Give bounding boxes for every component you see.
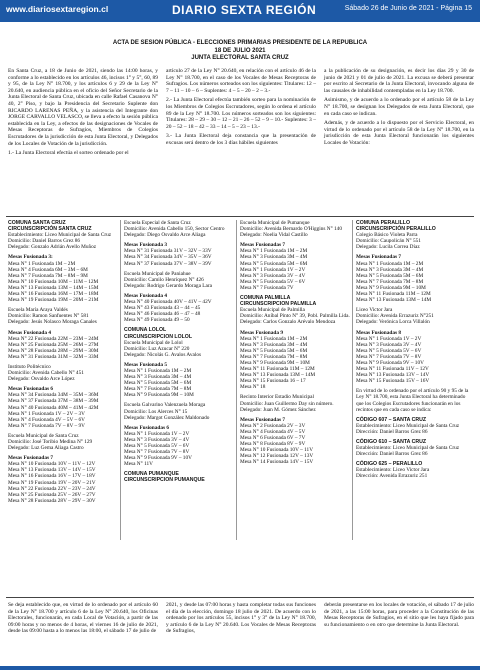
mesas-heading: Mesas Fusionada 9 [240,329,283,336]
local-detail: Escuela Municipal de Palmilla [240,307,305,314]
mesa-row: Mesa N° 3 Fusionada 3M – 4M [356,266,424,273]
mesa-row: Mesa N° 5 Fusionada 5V – 6V [240,278,306,285]
mesa-row: Mesa N° 10 Fusionada 10M – 11M – 12M [8,278,99,285]
mesa-row: Mesa N° 46 Fusionada 46 – 47 – 48 [124,311,201,318]
local-detail: Delegado: Nicolás G. Avalos Avalos [124,351,202,358]
column-divider [236,220,237,540]
intro-paragraph: artículo 27 de la Ley N° 20.640, en relación con el artículo 46 de la Ley N° 18.700, en el caso de los Vocales de Mesas Receptoras de Sufragios. Los números sorteados son los siguientes: Titulares: 12 – 7 – 11 – 10 – 6 – Suplentes: 4 – 5 – 20 – 2 – 3.- [166,68,316,94]
section-divider [6,216,474,217]
comuna-heading: CIRCUNSCRIPCION PUMANQUE [124,477,205,484]
local-detail: Domicilio: Caupolicán N° 551 [356,238,421,245]
local-detail: Liceo Victor Jara [356,307,393,314]
mesa-row: Mesa N° 28 Fusionada 28M – 29M – 30M [8,347,99,354]
mesa-row: Mesa N° 7 Fusionada 7M – 8M – 9M [8,272,88,279]
local-detail: Domicilio: Avenida Cabello N° 451 [8,370,84,377]
mesa-row: Mesa N° 2 Fusionada 2V – 3V [240,422,306,429]
comuna-heading: COMUNA PUMANQUE [124,471,179,478]
mesas-heading: Mesas Fusionada 4 [124,292,167,299]
mesa-row: Mesa N° 31 Fusionada 31V – 32V – 33V [124,248,212,255]
mesa-row: Mesa N° 10 Fusionada 10V – 11V – 12V [8,461,96,468]
local-detail: Delegado: Noelia Vidal Castillo [240,232,308,239]
mesa-row: Mesa N° 9 Fusionada 9M – 10M [356,284,426,291]
mesa-row: Mesa N° 3 Fusionada 3V – 4V [356,341,422,348]
comuna-heading: CIRCUNSCRIPCIÓN PERALILLO [356,226,436,233]
mesa-row: Mesa N° 3 Fusionada 3V – 4V [240,272,306,279]
locales-column-2 [124,220,234,484]
comuna-heading: CÓDIGO 625 – PERALILLO [356,461,423,468]
mesa-row: Mesa N° 7 Fusionada 7M – 8M [356,278,424,285]
mesa-row: Mesa N° 7 Fusionada 7M – 8M [240,353,308,360]
comuna-heading: CÓDIGO 610 – SANTA CRUZ [356,439,427,445]
mesa-row: Mesa N° 34 Fusionada 34M – 35M – 36M [8,392,99,399]
mesa-row: Mesa N° 12 Fusionada 12V – 13V [240,453,314,460]
mesa-row: Mesa N° 1 Fusionada 1M – 2M [240,248,308,255]
acta-date-line: 18 DE JULIO 2021 [214,47,266,54]
mesa-row: Mesa N° 13 Fusionada 13V – 14V – 15V [8,467,96,474]
mesa-row: Mesa N° 28 Fusionada 28V – 29V – 30V [8,497,96,504]
mesas-heading: Mesas Fusionadas 7 [356,254,402,261]
footer-column-1 [8,602,158,635]
mesa-row: Mesa N° 13 Fusionada 13V – 14V [356,372,430,379]
mesa-row: Mesa N° 37 Fusionada 37M – 38M – 39M [8,398,99,405]
mesa-row: Mesa N° 11V [124,461,153,468]
mesa-row: Mesa N° 43 Fusionada 43 – 44 – 45 [124,305,201,312]
comuna-heading: COMUNA PALMILLA [240,295,291,302]
mesa-row: Mesa N° 3 Fusionada 3M – 4M [240,254,308,261]
mesa-row: Mesa N° 9 Fusionada 9V – 10V [124,455,192,462]
mesa-row: Mesa N° 1 Fusionada 1V – 2V [356,335,422,342]
comuna-heading: CIRCUNSCRIPCION PALMILLA [240,301,317,308]
local-detail: Instituto Politécnico [8,363,51,370]
mesa-row: Mesa N° 1 Fusionada 1M – 2M [356,260,424,267]
acta-heading [0,40,480,63]
footer-column-2 [166,602,316,635]
mesa-row: Mesa N° 10 Fusionada 10V – 11V [240,447,314,454]
mesa-row: Mesa N° 15 Fusionada 15V – 16V [356,378,430,385]
local-detail: Domicilio: Los Alerces N° 15 [124,408,188,415]
mesa-row: Mesa N° 49 Fusionada 49 – 50 [124,317,190,324]
local-detail: Dirección: Daniel Barros Grez 86 [356,428,428,435]
local-detail: Recinto Interior Estadio Municipal [240,394,314,401]
intro-paragraph: 1.- La Junta Electoral efectúa el sorteo ordenado por el [8,150,129,157]
mesas-heading: Mesas Fusionadas 7 [240,242,286,249]
mesas-heading: Mesas Fusionadas 7 [8,455,54,462]
mesa-row: Mesa N° 1 Fusionada 1M – 2M [8,260,76,267]
mesas-heading: Mesas Fusionada 5 [124,361,167,368]
local-detail: Escuela Municipal de Pumanque [240,220,310,226]
locales-column-3 [240,220,350,465]
intro-column-2 [166,68,316,147]
local-detail: Escuela Especial de Santa Cruz [124,220,191,226]
mesa-row: Mesa N° 9 Fusionada 9V – 10V [356,359,424,366]
site-url[interactable]: www.diariosextaregion.cl [6,4,109,14]
mesa-row: Mesa N° 40 Fusionada 40M – 41M – 42M [8,404,99,411]
local-detail: Delegado: Lucila Correa Díaz [356,244,420,251]
comuna-heading: COMUNA PERALILLO [356,220,410,226]
mesa-row: Mesa N° 16 Fusionada 16M – 17M – 18M [8,291,99,298]
footer-bar [0,666,480,670]
local-detail: Delegado: Osvaldo Arce López [8,376,75,383]
mesa-row: Mesa N° 4 Fusionada 4V – 5V – 6V [8,416,85,423]
comuna-heading: CIRCUNSCRIPCION LOLOL [124,333,193,340]
footer-paragraph: Se deja establecido que, en virtud de lo ordenado por el artículo 60 de la Ley N° 18.700 y artículo 6 de la Ley N° 20.640, los Oficinas Electorales, funcionarán, en cada Local de Votación, a partir de las 09:00 horas y no menos de 4 horas, el viernes 16 de julio de 2021, desde las 09:00 hasta a lo menos las 18:00, el sábado 17 de julio de [8,602,158,635]
local-detail: Colegio Básico Violeta Parra [356,232,418,239]
intro-column-1 [8,68,158,157]
locales-column-1 [8,220,118,504]
mesas-heading: Mesas Fusionadas 6 [8,386,54,393]
mesas-heading: Mesas Fusionadas 6 [124,424,170,431]
mesa-row: Mesa N° 37 Fusionada 37V – 38V – 39V [124,260,212,267]
mesa-row: Mesa N° 25 Fusionada 25M – 26M – 27M [8,341,99,348]
mesa-row: Mesa N° 4 Fusionada 4V – 5V [240,428,306,435]
mesa-row: Mesa N° 19 Fusionada 19M – 20M – 21M [8,297,99,304]
local-detail: Dirección: Avenida Errazuriz 251 [356,473,428,480]
mesa-row: Mesa N° 7 Fusionada 7V – 8V – 9V [8,422,85,429]
mesa-row: Mesa N° 34 Fusionada 34V – 35V – 36V [124,254,212,261]
mesa-row: Mesa N° 7 Fusionada 7M – 8M [124,386,192,393]
mesa-row: Mesa N° 18 [240,384,266,391]
mesa-row: Mesa N° 5 Fusionada 5M – 6M [124,380,192,387]
comuna-heading: CIRCUNSCRIPCIÓN SANTA CRUZ [8,226,92,233]
local-detail: Domicilio: Ramon Sanfuentes N° 581 [8,313,89,320]
mesa-row: Mesa N° 7 Fusionada 7V – 8V [356,353,422,360]
mesa-row: Mesa N° 15 Fusionada 16 – 17 [240,378,306,385]
local-detail: Domicilio: Daniel Barros Grez 86 [8,238,81,245]
footer-paragraph: deberán presentarse en los locales de votación, el sábado 17 de julio de 2021, a las 15:00 horas, para proceder a la Constitución de las Mesas Receptoras de Sufragios, en el sitio que les haya fijado para su funcionamiento o en otro que determine la Junta Electoral. [324,602,474,628]
locales-column-4 [356,220,472,480]
mesa-row: Mesa N° 13 Fusionada 13M – 14M – 15M [8,284,99,291]
local-detail: Escuela Galvarino Valenzuela Moraga [124,402,206,409]
local-detail: Escuela Municipal de Santa Cruz [8,432,79,439]
mesa-row: Mesa N° 40 Fusionada 40V – 41V – 42V [124,299,212,306]
local-detail: Delegado: Diego Osvaldo Arce Aliaga [124,232,206,239]
footer-paragraph: 2021, y desde las 07:00 horas y hasta completar todas sus funciones el día de la elección, domingo 18 julio de 2021. De acuerdo con lo ordenado por los artículos 55, incisos 1° y 3° de la Ley N° 18.700, y artículo 6 de la Ley N° 20.640. Los Vocales de Mesas Receptoras de Sufragios, [166,602,316,635]
mesa-row: Mesa N° 9 Fusionada 9M – 10M [240,359,310,366]
local-detail: Escuela María Araya Valdés [8,307,68,314]
mesa-row: Mesa N° 1 Fusionada 1V – 2V – 3V [8,410,85,417]
mesa-row: Mesa N° 3 Fusionada 3M – 4M [124,374,192,381]
mesa-row: Mesa N° 19 Fusionada 19V – 20V – 21V [8,479,96,486]
local-detail: En virtud de lo ordenado por el artículo 90 y 95 de la Ley N° 18.700, esta Junta Electoral ha determinado que los Colegios Escrutadores funcionarán en los recintos que en cada caso se indica: [356,388,469,413]
mesa-row: Mesa N° 5 Fusionada 5M – 6M [240,260,308,267]
mesa-row: Mesa N° 9 Fusionada 9M – 10M [124,392,194,399]
mesa-row: Mesa N° 8 Fusionada 8V – 9V [240,441,306,448]
local-detail: Establecimiento: Liceo Municipal de Santa Cruz [356,445,460,452]
local-detail: Domicilio: Avenida Cabello 150, Sector Centro [124,226,225,233]
local-detail: Domicilio: Luz Azucar N° 220 [124,345,190,352]
mesa-row: Mesa N° 5 Fusionada 5M – 6M [356,272,424,279]
comuna-heading: COMUNA SANTA CRUZ [8,220,66,226]
mesa-row: Mesa N° 25 Fusionada 25V – 26V – 27V [8,491,96,498]
local-detail: Dirección: Daniel Barros Grez 86 [356,451,428,458]
local-detail: Delegado: Margot González Maldonado [124,414,210,421]
local-detail: Delegado: Rodrigo Gerardo Moraga Lara [124,282,212,289]
intro-paragraph: 3.- La Junta Electoral deja constancia que la presentación de excusas será dentro de los 3 días hábiles siguientes [166,133,316,146]
local-detail: Delegado: Carlos Gonzalo Arévalo Mendoza [240,319,336,326]
local-detail: Delegado: Luz Gema Aliaga Castro [8,445,84,452]
mesa-row: Mesa N° 22 Fusionada 22V – 23V – 24V [8,485,96,492]
local-detail: Escuela Municipal de Lolol [124,339,183,346]
mesa-row: Mesa N° 7 Fusionada 7V [240,284,294,291]
mesas-heading: Mesas Fusionadas 8 [356,329,402,336]
comuna-heading: CÓDIGO 607 – SANTA CRUZ [356,416,427,423]
mesa-row: Mesa N° 22 Fusionada 22M – 23M – 24M [8,335,99,342]
local-detail: Domicilio: Avenida Errazuriz N°251 [356,313,434,320]
local-detail: Delegado: Gonzalo Adrián Avello Muñoz [8,244,97,251]
local-detail: Establecimiento: Liceo Municipal de Santa Cruz [8,232,112,239]
local-detail: Domicilio: Avenida Bernardo O'Higgins N° 140 [240,226,342,233]
mesa-row: Mesa N° 11 Fusionada 11M – 12M [356,291,431,298]
mesa-row: Mesa N° 4 Fusionada 6M – 3M – 6M [8,266,88,273]
acta-title-line: ACTA DE SESION PÚBLICA - ELECCIONES PRIMARIAS PRESIDENTE DE LA REPUBLICA [112,40,368,46]
local-detail: Delegado: Juan M. Gómez Sánchez [240,406,316,413]
mesas-heading: Mesas Fusionada 3: [8,254,53,261]
local-detail: Domicilio: Aníbal Pinto N° 39, Pobl. Palmilla Lida. [240,313,350,320]
mesa-row: Mesa N° 5 Fusionada 5V – 6V [124,443,190,449]
mesa-row: Mesa N° 11 Fusionada 11M – 12M [240,366,315,373]
intro-paragraph: a la publicación de su designación, es decir los días 29 y 30 de junio de 2021 y 01 de julio de 2021. La excusa se deberá presentar por escrito al Secretario de la Junta Electoral, invocando alguna de las causales de inhabilidad contempladas en la Ley 18.700. [324,68,474,94]
local-detail: Domicilio: Camilo Henríquez N° 426 [124,276,204,283]
mesa-row: Mesa N° 11 Fusionada 11V – 12V [356,366,429,373]
intro-paragraph: Asimismo, y de acuerdo a lo ordenado por el artículo 58 de la Ley N° 18.700, se designan los Delegados de esta Junta Electoral, que en cada caso se indican. [324,97,474,117]
newspaper-title: DIARIO SEXTA REGIÓN [172,3,317,17]
local-detail: Domicilio: José Toribio Medina N° 129 [8,439,93,445]
page-header [0,0,480,22]
mesa-row: Mesa N° 3 Fusionada 3M – 4M [240,341,308,348]
local-detail: Establecimiento: Liceo Victor Jara [356,467,430,474]
mesa-row: Mesa N° 14 Fusionada 14V – 15V [240,459,314,466]
mesa-row: Mesa N° 5 Fusionada 5M – 6M [240,347,308,354]
local-detail: Delegado: Jesús Nolasco Moraga Canales [8,319,97,326]
intro-paragraph: En Santa Cruz, a 18 de Junio de 2021, siendo las 14:00 horas, y conforme a lo establecido en los artículos 46, incisos 1° y 5°, 60, 89 y 95, de la Ley N° 18.700, y los artículos 6 y 29 de la Ley N° 20.640, en audiencia pública en el oficio del Señor Secretario de la Junta Electoral de Santa Cruz, ubicada en calle Rafael Casanova N° 40, 2° Piso, y bajo la Presidencia del Secretario Suplente don RICARDO LARENAS PEÑA, y la asistencia del Integrante don JORGE CARVALLO VELASCO, se lleva a efecto la sesión pública establecida en la Ley, a efectos de las designaciones de Vocales de Mesas Receptoras de Sufragios, Miembros de Colegios Escrutadores de la jurisdicción de esta Junta Electoral, y Delegados de los Locales de Votación de la jurisdicción. [8,68,158,147]
mesa-row: Mesa N° 1 Fusionada 1M – 2M [240,335,308,342]
mesa-row: Mesa N° 1 Fusionada 1V – 2V [240,266,306,273]
mesa-row: Mesa N° 5 Fusionada 5V – 6V [356,347,422,354]
mesas-heading: Mesas Fusionada 4 [8,329,51,336]
mesa-row: Mesa N° 1 Fusionada 1M – 2M [124,367,192,374]
mesa-row: Mesa N° 31 Fusionada 31M – 32M – 33M [8,353,99,360]
mesa-row: Mesa N° 1 Fusionada 1V – 2V [124,430,190,437]
page-date: Sábado 26 de Junio de 2021 - Página 15 [344,5,472,12]
mesa-row: Mesa N° 6 Fusionada 6V – 7V [240,435,306,441]
intro-column-3 [324,68,474,147]
column-divider [120,220,121,540]
local-detail: Domicilio: Juan Guillermo Day sin número. [240,400,334,407]
mesas-heading: Mesas Fusionadas 7 [240,416,286,423]
acta-junta-line: JUNTA ELECTORAL SANTA CRUZ [191,55,289,61]
column-divider [352,220,353,540]
local-detail: Establecimiento: Liceo Municipal de Santa Cruz [356,422,460,429]
mesa-row: Mesa N° 7 Fusionada 7V – 8V [124,449,190,456]
intro-paragraph: 2.- La Junta Electoral efectúa también sorteo para la nominación de los Miembros de Colegios Escrutadores, según lo ordena el artículo 89 de la Ley N° 18.700. Los números sorteados son los siguientes: Titulares: 28 – 29 – 30 – 12 – 21 – 26 – 52 – 9 – 10.- Suplentes: 3 – 20 – 52 – 18 – 42 – 33 – 14 – 5 – 23 – 13.- [166,97,316,130]
mesas-heading: Mesas Fusionada 3 [124,242,167,249]
mesa-row: Mesa N° 13 Fusionada 13M – 14M [356,297,432,304]
mesa-row: Mesa N° 3 Fusionada 3V – 4V [124,436,190,443]
local-detail: Escuela Municipal de Paniahue [124,270,191,277]
comuna-heading: COMUNA LOLOL [124,327,167,334]
footer-column-3 [324,602,474,628]
local-detail: Delegado: Verónica Lorca Villalón [356,319,430,326]
intro-paragraph: Además, y de acuerdo a lo dispuesto por el Servicio Electoral, en virtud de lo ordenado por el artículo 58 de la Ley N° 18.700, en la jurisdicción de esta Junta Electoral funcionarán los siguientes Locales de Votación: [324,120,474,146]
mesa-row: Mesa N° 13 Fusionada 13M – 14M [240,372,316,379]
section-divider [6,597,474,598]
mesa-row: Mesa N° 16 Fusionada 16V – 17V – 18V [8,473,96,480]
